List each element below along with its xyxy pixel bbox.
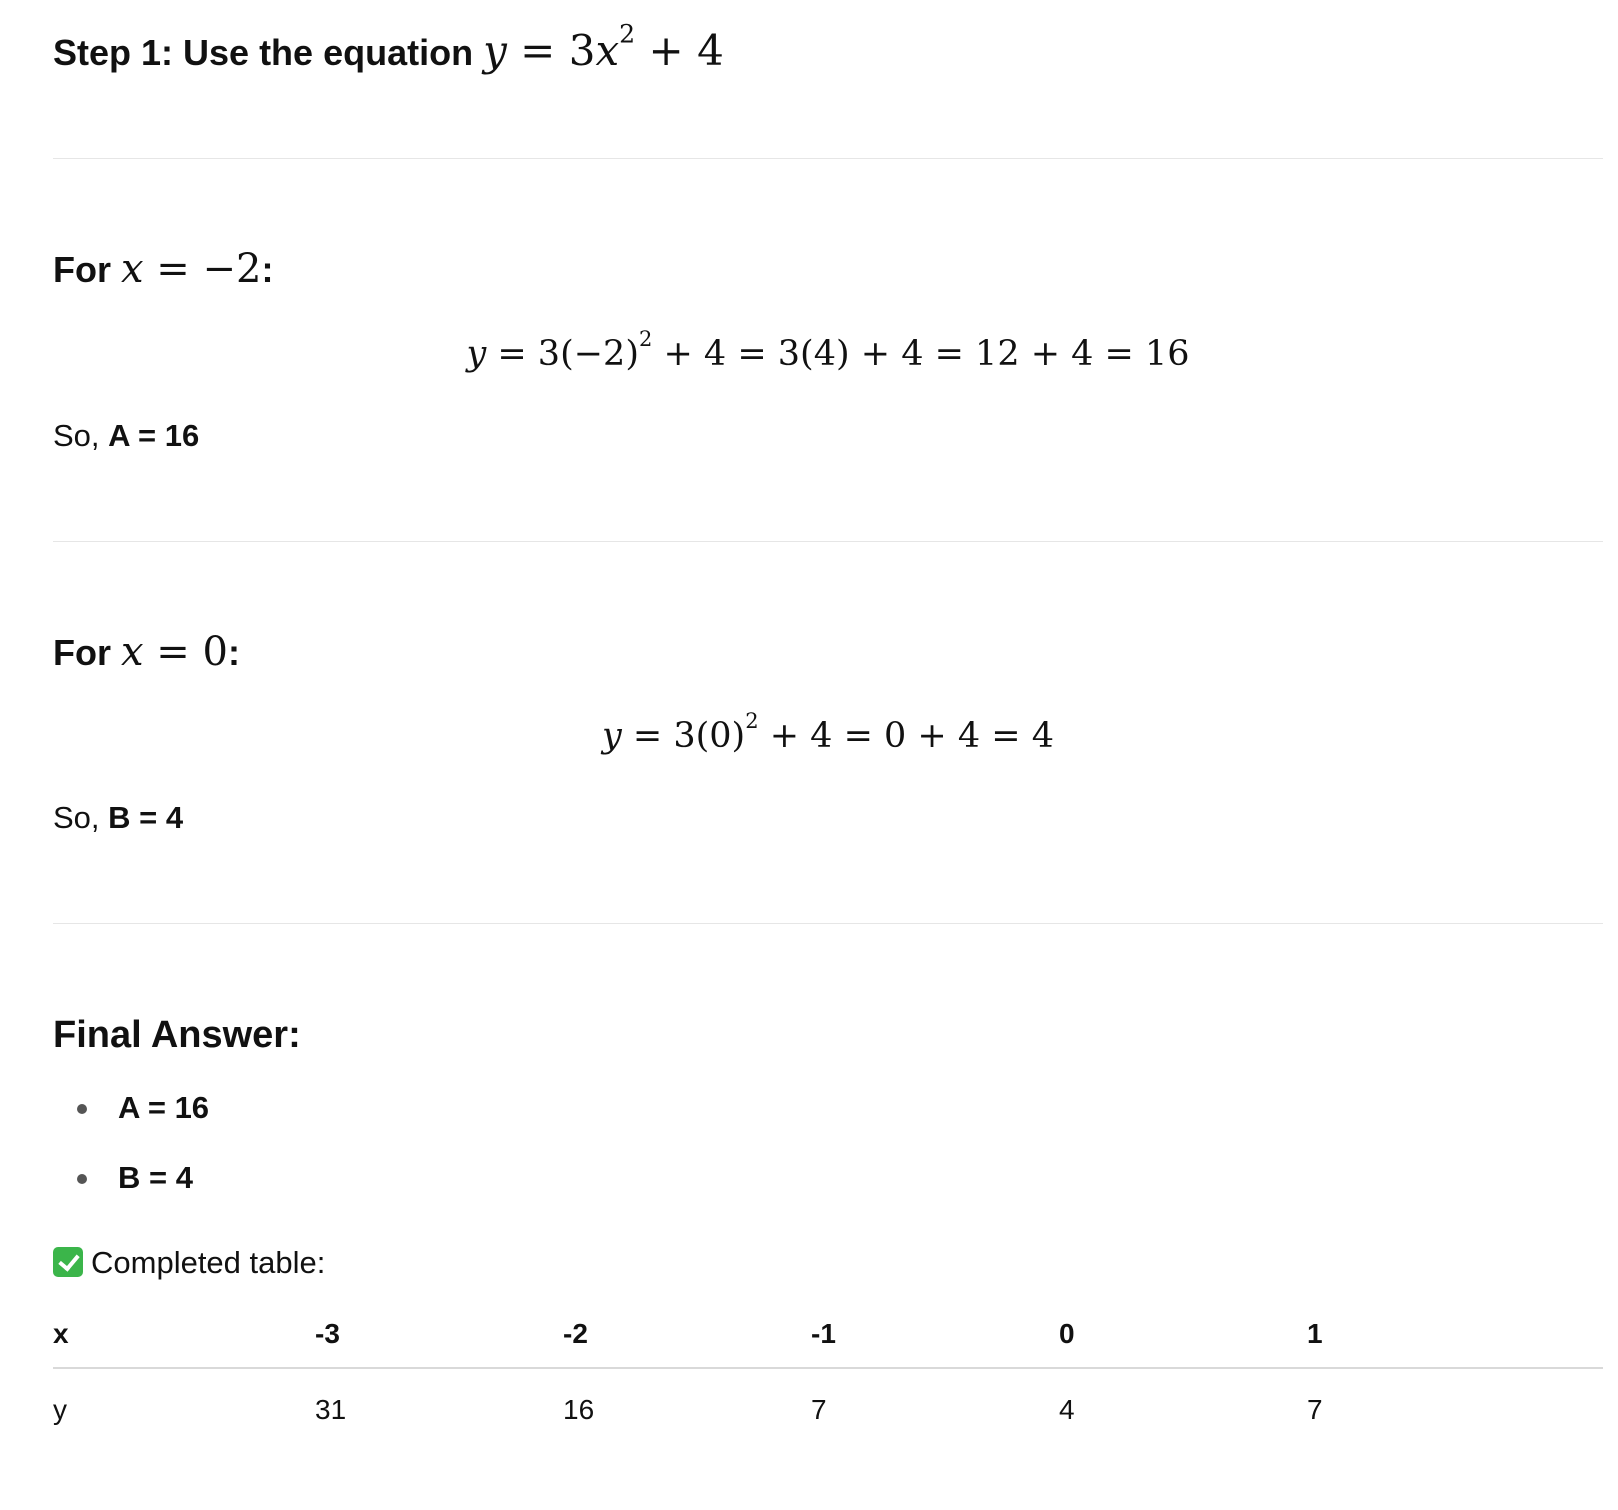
step1-eq-exp: 2 (619, 19, 636, 49)
section-a-result (53, 418, 199, 454)
section-b-display-equation (53, 709, 1603, 756)
section-a-result-value: A = 16 (108, 418, 200, 453)
section-a-suffix: : (261, 249, 274, 290)
step1-heading (53, 19, 724, 75)
section-a-var: x (121, 246, 144, 292)
table-cell: 16 (563, 1394, 595, 1425)
bullet-icon (77, 1174, 87, 1184)
step1-eq-coef: 3 (568, 26, 596, 75)
table-header-cell: -2 (563, 1318, 588, 1349)
table-header-cell: 0 (1059, 1318, 1075, 1349)
section-b-value: = 0 (143, 629, 228, 675)
completed-label-text: Completed table: (91, 1245, 326, 1280)
section-b-result (53, 800, 183, 836)
step1-eq-rest: + 4 (635, 26, 724, 75)
table-header-row (53, 1318, 1603, 1378)
section-b-prefix: For (53, 632, 121, 673)
section-a-value: = −2 (143, 246, 262, 292)
section-a-display-equation (53, 327, 1603, 374)
step1-eq-var: x (595, 26, 620, 75)
table-header-cell: x (53, 1318, 69, 1349)
section-b-display-exp: 2 (745, 709, 759, 734)
table-row (53, 1394, 1603, 1454)
section-a-prefix: For (53, 249, 121, 290)
section-b-display-part1: = 3(0) (621, 716, 746, 756)
final-answer-heading: Final Answer: (53, 1014, 301, 1056)
bullet-icon (77, 1104, 87, 1114)
final-item-a: A = 16 (118, 1090, 210, 1125)
step1-prefix: Step 1: Use the equation (53, 32, 484, 73)
table-header-cell: 1 (1307, 1318, 1323, 1349)
table-divider (53, 1367, 1603, 1369)
section-b-display-lhs: y (602, 716, 622, 756)
section-a-display-part1: = 3(−2) (486, 334, 639, 374)
divider (53, 541, 1603, 542)
divider (53, 923, 1603, 924)
table-header-cell: -3 (315, 1318, 340, 1349)
table-cell: y (53, 1394, 67, 1425)
section-b-var: x (121, 629, 144, 675)
final-item-b: B = 4 (118, 1160, 193, 1195)
check-mark-icon (53, 1247, 83, 1277)
section-a-display-exp: 2 (638, 327, 653, 352)
table-cell: 31 (315, 1394, 347, 1425)
completed-table-label (53, 1245, 325, 1281)
step1-eq-lhs: y (483, 26, 507, 75)
section-b-suffix: : (227, 632, 240, 673)
section-b-heading (53, 629, 240, 675)
table-cell: 4 (1059, 1394, 1075, 1425)
section-a-display-lhs: y (466, 334, 487, 374)
table-header-cell: -1 (811, 1318, 836, 1349)
section-b-display-part2: + 4 = 0 + 4 = 4 (758, 716, 1054, 756)
section-a-result-prefix: So, (53, 418, 109, 453)
divider (53, 158, 1603, 159)
section-a-display-part2: + 4 = 3(4) + 4 = 12 + 4 = 16 (652, 334, 1190, 374)
section-b-result-prefix: So, (53, 800, 109, 835)
table-cell: 7 (811, 1394, 827, 1425)
table-cell: 7 (1307, 1394, 1323, 1425)
section-b-result-value: B = 4 (108, 800, 184, 835)
step1-equation: $y = 3x^2 + 4$ (483, 19, 724, 75)
section-a-heading (53, 246, 273, 292)
